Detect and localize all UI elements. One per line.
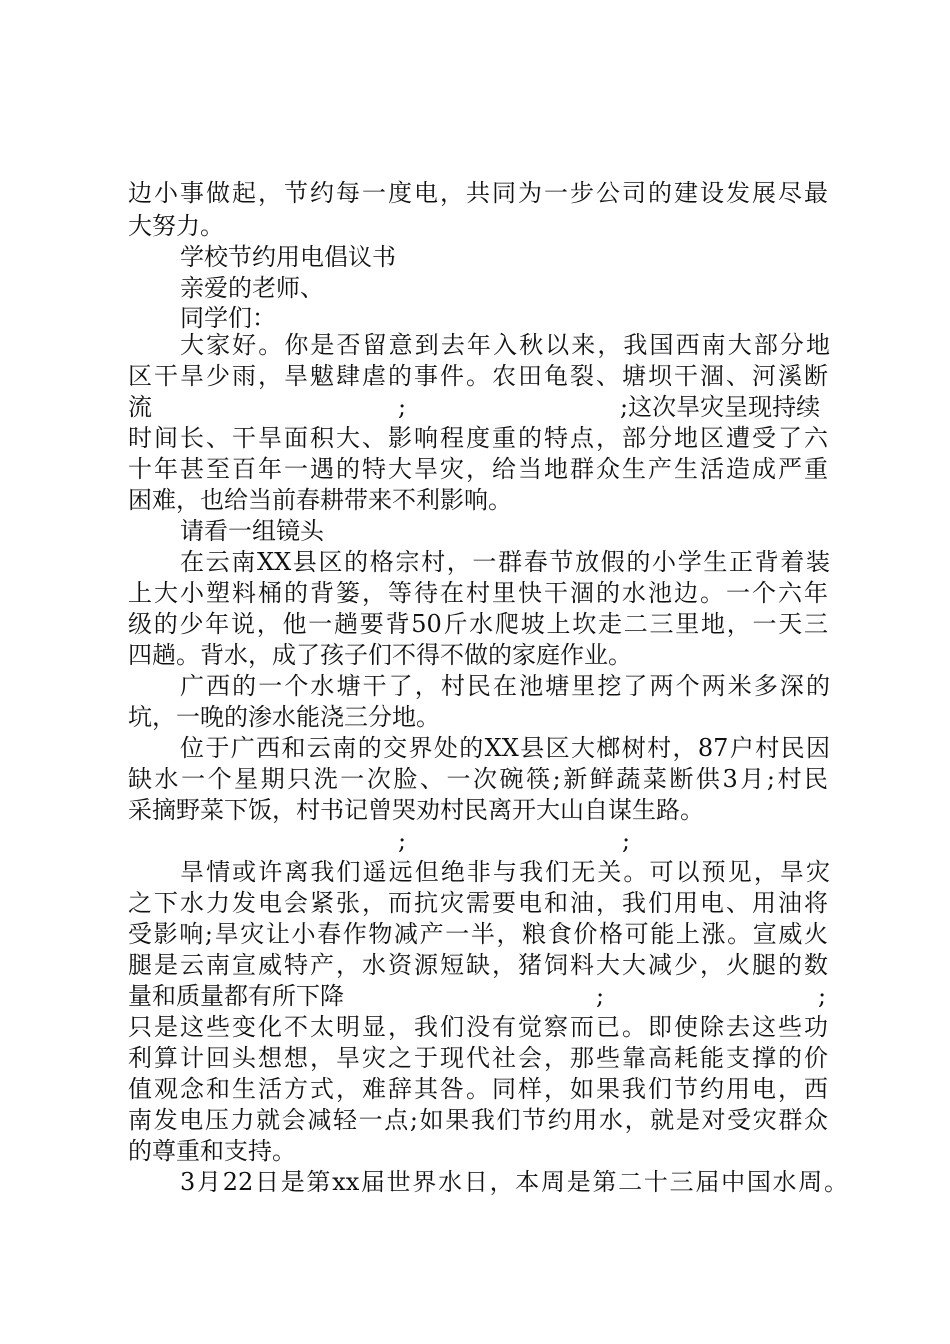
text-line: 大努力。 [128, 212, 224, 240]
semicolon-mark: ; [398, 393, 407, 421]
text-line: 南发电压力就会减轻一点;如果我们节约用水，就是对受灾群众 [128, 1106, 828, 1134]
text-line: 缺水一个星期只洗一次脸、一次碗筷;新鲜蔬菜断供3月;村民 [128, 765, 828, 793]
text-line: 3月22日是第xx届世界水日，本周是第二十三届中国水周。 [180, 1168, 848, 1196]
text-line: 旱情或许离我们遥远但绝非与我们无关。可以预见，旱灾 [180, 858, 830, 886]
text-line: 利算计回头想想，旱灾之于现代社会，那些靠高耗能支撑的价 [128, 1044, 828, 1072]
section-heading: 请看一组镜头 [180, 517, 324, 545]
text-line: 采摘野菜下饭，村书记曾哭劝村民离开大山自谋生路。 [128, 796, 704, 824]
text-line: 位于广西和云南的交界处的XX县区大榔树村，87户村民因 [180, 734, 830, 762]
text-line: 值观念和生活方式，难辞其咎。同样，如果我们节约用电，西 [128, 1075, 828, 1103]
semicolon-mark: ; [398, 827, 407, 855]
semicolon-mark: ; [622, 827, 631, 855]
text-line: 区干旱少雨，旱魃肆虐的事件。农田龟裂、塘坝干涸、河溪断 [128, 362, 828, 390]
text-line: 四趟。背水，成了孩子们不得不做的家庭作业。 [128, 641, 632, 669]
text-line: 大家好。你是否留意到去年入秋以来，我国西南大部分地 [180, 331, 830, 359]
text-line: 只是这些变化不太明显，我们没有觉察而已。即使除去这些功 [128, 1013, 828, 1041]
text-line: 广西的一个水塘干了，村民在池塘里挖了两个两米多深的 [180, 672, 830, 700]
text-line: 上大小塑料桶的背篓，等待在村里快干涸的水池边。一个六年 [128, 579, 828, 607]
text-line: 流 [128, 393, 152, 421]
text-line: 量和质量都有所下降 [128, 982, 344, 1010]
semicolon-mark: ; [596, 982, 605, 1010]
text-line: 腿是云南宣威特产，水资源短缺，猪饲料大大减少，火腿的数 [128, 951, 828, 979]
semicolon-mark: ; [818, 982, 827, 1010]
document-title: 学校节约用电倡议书 [180, 243, 396, 271]
text-line: 之下水力发电会紧张，而抗灾需要电和油，我们用电、用油将 [128, 889, 828, 917]
text-line: 困难，也给当前春耕带来不利影响。 [128, 486, 512, 514]
salutation: 同学们： [180, 304, 276, 332]
text-line: 边小事做起，节约每一度电，共同为一步公司的建设发展尽最 [128, 179, 828, 207]
text-line: 受影响;旱灾让小春作物减产一半，粮食价格可能上涨。宣威火 [128, 920, 828, 948]
text-line: 在云南XX县区的格宗村，一群春节放假的小学生正背着装 [180, 548, 830, 576]
text-line: ;这次旱灾呈现持续 [620, 393, 821, 421]
text-line: 十年甚至百年一遇的特大旱灾，给当地群众生产生活造成严重 [128, 455, 828, 483]
text-line: 的尊重和支持。 [128, 1137, 296, 1165]
text-line: 级的少年说，他一趟要背50斤水爬坡上坎走二三里地，一天三 [128, 610, 828, 638]
salutation: 亲爱的老师、 [180, 274, 324, 302]
text-line: 坑，一晚的渗水能浇三分地。 [128, 703, 440, 731]
text-line: 时间长、干旱面积大、影响程度重的特点，部分地区遭受了六 [128, 424, 828, 452]
